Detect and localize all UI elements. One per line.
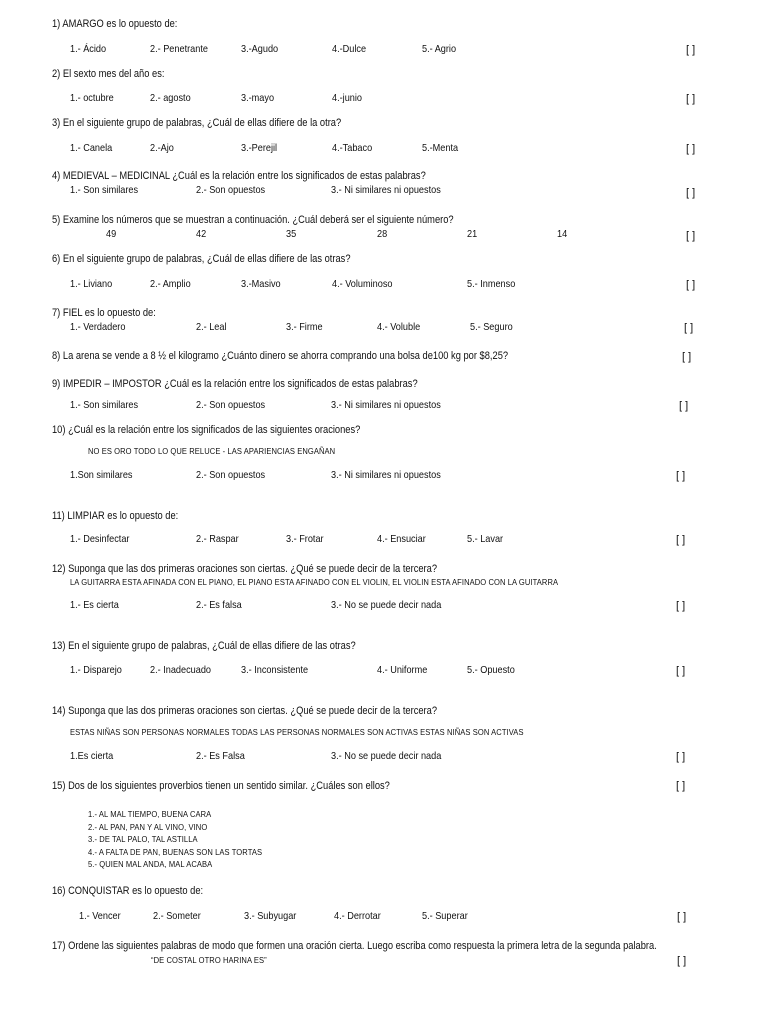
answer-option[interactable]: 2.- Inadecuado bbox=[150, 665, 212, 676]
answer-option[interactable]: 3.- Inconsistente bbox=[241, 665, 309, 676]
answer-option[interactable]: 1.Son similares bbox=[70, 470, 133, 481]
answer-option[interactable]: 3.- No se puede decir nada bbox=[331, 751, 442, 762]
question-text: 8) La arena se vende a 8 ½ el kilogramo ¿Cuánto dinero se ahorra comprando una bolsa de100 kg por $8,25? bbox=[52, 350, 509, 362]
answer-option[interactable]: 21 bbox=[467, 229, 478, 240]
answer-option[interactable]: 1.- Son similares bbox=[70, 400, 139, 411]
answer-option[interactable]: 5.- Agrio bbox=[422, 44, 457, 55]
answer-option[interactable]: 4.-Dulce bbox=[332, 44, 367, 55]
answer-option[interactable]: 2.- Raspar bbox=[196, 534, 239, 545]
answer-option[interactable]: 4.- Voluminoso bbox=[332, 279, 393, 290]
question-statement: 5.- QUIEN MAL ANDA, MAL ACABA bbox=[88, 859, 213, 869]
answer-option[interactable]: 14 bbox=[557, 229, 568, 240]
answer-option[interactable]: 4.- Ensuciar bbox=[377, 534, 426, 545]
question-text: 1) AMARGO es lo opuesto de: bbox=[52, 18, 178, 30]
answer-option[interactable]: 1.- Ácido bbox=[70, 44, 107, 55]
answer-option[interactable]: 49 bbox=[106, 229, 117, 240]
answer-option[interactable]: 1.- Canela bbox=[70, 143, 113, 154]
question-text: 6) En el siguiente grupo de palabras, ¿Cuál de ellas difiere de las otras? bbox=[52, 253, 351, 265]
answer-option[interactable]: 1.- Es cierta bbox=[70, 600, 119, 611]
answer-option[interactable]: 1.- octubre bbox=[70, 93, 114, 104]
question-text: 13) En el siguiente grupo de palabras, ¿Cuál de ellas difiere de las otras? bbox=[52, 640, 356, 652]
answer-option[interactable]: 28 bbox=[377, 229, 388, 240]
question-statement: 1.- AL MAL TIEMPO, BUENA CARA bbox=[88, 809, 212, 819]
answer-option[interactable]: 3.- Subyugar bbox=[244, 911, 297, 922]
answer-option[interactable]: 5.- Opuesto bbox=[467, 665, 515, 676]
question-text: 15) Dos de los siguientes proverbios tienen un sentido similar. ¿Cuáles son ellos? bbox=[52, 780, 390, 792]
answer-option[interactable]: 3.-Perejil bbox=[241, 143, 278, 154]
question-statement: 3.- DE TAL PALO, TAL ASTILLA bbox=[88, 834, 198, 844]
answer-option[interactable]: 2.- Es Falsa bbox=[196, 751, 245, 762]
answer-box[interactable]: [ ] bbox=[686, 143, 696, 155]
answer-option[interactable]: 5.- Inmenso bbox=[467, 279, 516, 290]
answer-box[interactable]: [ ] bbox=[679, 400, 689, 412]
answer-option[interactable]: 1.- Desinfectar bbox=[70, 534, 130, 545]
question-text: 16) CONQUISTAR es lo opuesto de: bbox=[52, 885, 204, 897]
answer-box[interactable]: [ ] bbox=[686, 279, 696, 291]
answer-option[interactable]: 1.- Disparejo bbox=[70, 665, 122, 676]
answer-option[interactable]: 3.- Ni similares ni opuestos bbox=[331, 185, 441, 196]
question-statement: 2.- AL PAN, PAN Y AL VINO, VINO bbox=[88, 822, 208, 832]
question-text: 4) MEDIEVAL – MEDICINAL ¿Cuál es la relación entre los significados de estas palabras? bbox=[52, 170, 426, 182]
question-text: 12) Suponga que las dos primeras oraciones son ciertas. ¿Qué se puede decir de la tercera? bbox=[52, 563, 438, 575]
answer-option[interactable]: 2.- Leal bbox=[196, 322, 227, 333]
answer-option[interactable]: 2.- Someter bbox=[153, 911, 201, 922]
answer-option[interactable]: 2.- Amplio bbox=[150, 279, 191, 290]
answer-box[interactable]: [ ] bbox=[684, 322, 694, 334]
answer-option[interactable]: 5.-Menta bbox=[422, 143, 459, 154]
answer-option[interactable]: 4.- Voluble bbox=[377, 322, 421, 333]
answer-box[interactable]: [ ] bbox=[676, 470, 686, 482]
question-text: 9) IMPEDIR – IMPOSTOR ¿Cuál es la relación entre los significados de estas palabras? bbox=[52, 378, 418, 390]
question-text: 14) Suponga que las dos primeras oraciones son ciertas. ¿Qué se puede decir de la tercera? bbox=[52, 705, 438, 717]
answer-option[interactable]: 1.- Verdadero bbox=[70, 322, 126, 333]
question-text: 11) LIMPIAR es lo opuesto de: bbox=[52, 510, 179, 522]
answer-option[interactable]: 3.- No se puede decir nada bbox=[331, 600, 442, 611]
answer-box[interactable]: [ ] bbox=[676, 780, 686, 792]
question-statement: 4.- A FALTA DE PAN, BUENAS SON LAS TORTAS bbox=[88, 847, 263, 857]
answer-option[interactable]: 3.- Frotar bbox=[286, 534, 324, 545]
answer-option[interactable]: 1.- Liviano bbox=[70, 279, 113, 290]
answer-option[interactable]: 3.- Firme bbox=[286, 322, 323, 333]
answer-option[interactable]: 2.- Penetrante bbox=[150, 44, 208, 55]
answer-box[interactable]: [ ] bbox=[686, 93, 696, 105]
answer-option[interactable]: 4.-junio bbox=[332, 93, 363, 104]
answer-option[interactable]: 2.- Son opuestos bbox=[196, 470, 266, 481]
answer-option[interactable]: 2.- Es falsa bbox=[196, 600, 242, 611]
question-text: 17) Ordene las siguientes palabras de modo que formen una oración cierta. Luego escriba como respuesta la primera letra de la segunda palabra. bbox=[52, 940, 657, 952]
answer-box[interactable]: [ ] bbox=[686, 187, 696, 199]
answer-option[interactable]: 3.-Agudo bbox=[241, 44, 279, 55]
answer-option[interactable]: 5.- Superar bbox=[422, 911, 468, 922]
answer-option[interactable]: 3.-Masivo bbox=[241, 279, 281, 290]
answer-box[interactable]: [ ] bbox=[677, 955, 687, 967]
answer-box[interactable]: [ ] bbox=[686, 44, 696, 56]
answer-option[interactable]: 4.- Derrotar bbox=[334, 911, 381, 922]
answer-option[interactable]: 1.Es cierta bbox=[70, 751, 114, 762]
question-statement: NO ES ORO TODO LO QUE RELUCE - LAS APARIENCIAS ENGAÑAN bbox=[88, 446, 336, 456]
answer-option[interactable]: 2.- agosto bbox=[150, 93, 191, 104]
answer-box[interactable]: [ ] bbox=[676, 751, 686, 763]
answer-box[interactable]: [ ] bbox=[677, 911, 687, 923]
question-statement: LA GUITARRA ESTA AFINADA CON EL PIANO, EL PIANO ESTA AFINADO CON EL VIOLIN, EL VIOLIN ESTA AFINADO CON LA GUITARRA bbox=[70, 577, 559, 587]
answer-option[interactable]: 2.-Ajo bbox=[150, 143, 174, 154]
answer-option[interactable]: 42 bbox=[196, 229, 207, 240]
question-text: 2) El sexto mes del año es: bbox=[52, 68, 165, 80]
answer-box[interactable]: [ ] bbox=[676, 534, 686, 546]
answer-option[interactable]: 4.- Uniforme bbox=[377, 665, 428, 676]
answer-option[interactable]: 2.- Son opuestos bbox=[196, 185, 266, 196]
answer-option[interactable]: 1.- Vencer bbox=[79, 911, 121, 922]
question-text: 10) ¿Cuál es la relación entre los significados de las siguientes oraciones? bbox=[52, 424, 361, 436]
question-text: 5) Examine los números que se muestran a continuación. ¿Cuál deberá ser el siguiente número? bbox=[52, 214, 454, 226]
answer-box[interactable]: [ ] bbox=[682, 351, 692, 363]
answer-option[interactable]: 3.- Ni similares ni opuestos bbox=[331, 400, 441, 411]
answer-option[interactable]: 5.- Seguro bbox=[470, 322, 513, 333]
answer-option[interactable]: 3.- Ni similares ni opuestos bbox=[331, 470, 441, 481]
answer-box[interactable]: [ ] bbox=[676, 600, 686, 612]
answer-option[interactable]: 3.-mayo bbox=[241, 93, 275, 104]
question-statement: ESTAS NIÑAS SON PERSONAS NORMALES TODAS LAS PERSONAS NORMALES SON ACTIVAS ESTAS NIÑAS SON ACTIVAS bbox=[70, 727, 524, 737]
answer-option[interactable]: 1.- Son similares bbox=[70, 185, 139, 196]
answer-option[interactable]: 4.-Tabaco bbox=[332, 143, 373, 154]
answer-box[interactable]: [ ] bbox=[686, 230, 696, 242]
question-statement: “DE COSTAL OTRO HARINA ES” bbox=[151, 955, 267, 965]
answer-box[interactable]: [ ] bbox=[676, 665, 686, 677]
question-text: 7) FIEL es lo opuesto de: bbox=[52, 307, 156, 319]
answer-option[interactable]: 2.- Son opuestos bbox=[196, 400, 266, 411]
question-text: 3) En el siguiente grupo de palabras, ¿Cuál de ellas difiere de la otra? bbox=[52, 117, 342, 129]
answer-option[interactable]: 35 bbox=[286, 229, 297, 240]
answer-option[interactable]: 5.- Lavar bbox=[467, 534, 504, 545]
